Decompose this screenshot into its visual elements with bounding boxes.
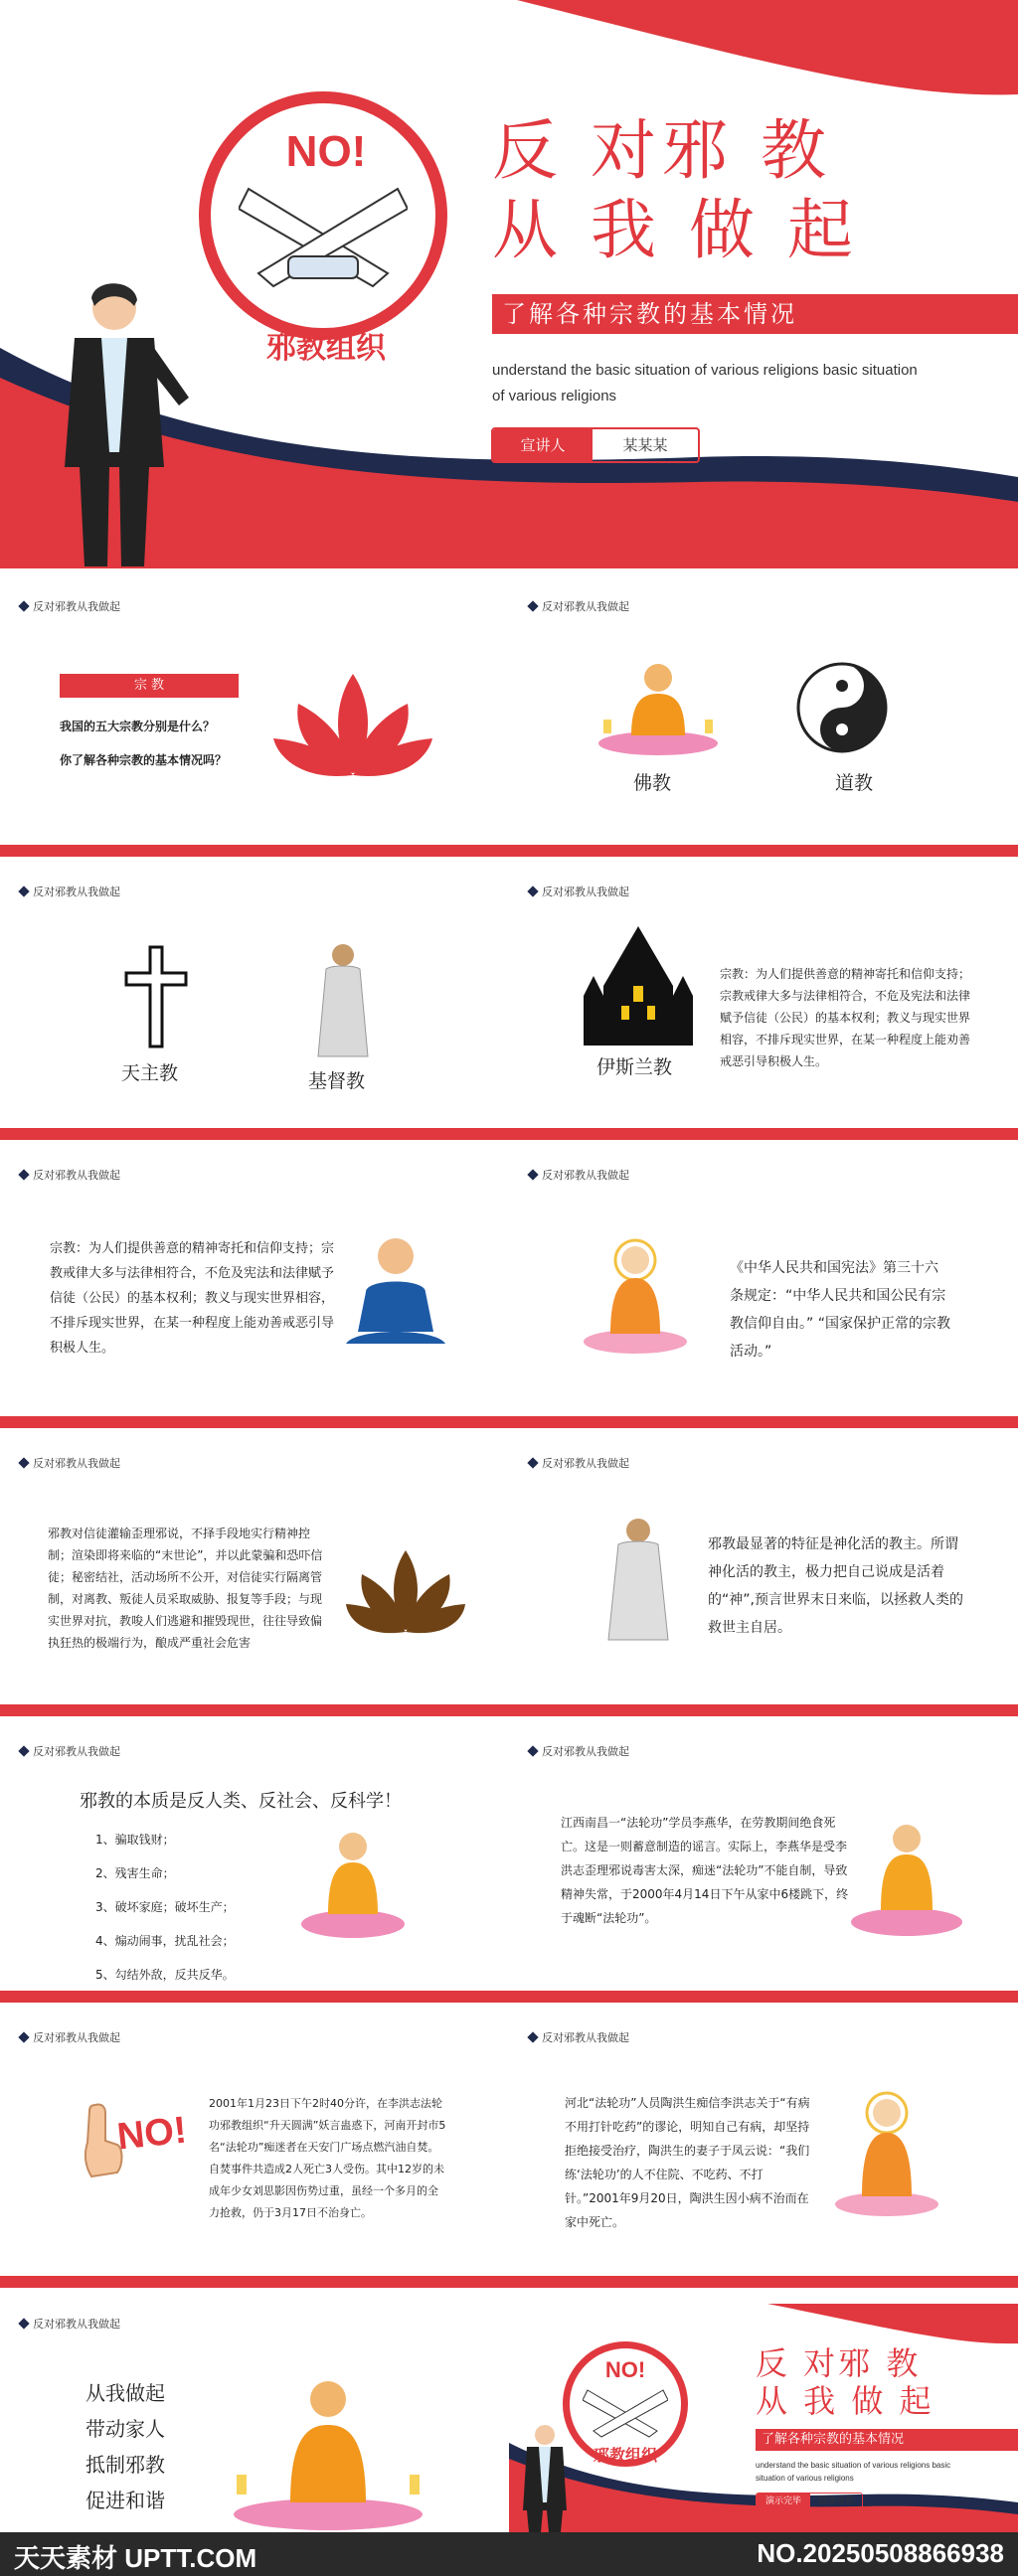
slide-tag: 反对邪教从我做起 [529,1167,629,1183]
diamond-icon [18,1457,29,1468]
closing-buttons [756,2493,863,2510]
yin-yang-icon [792,658,892,757]
diamond-icon [527,886,538,896]
closing-title-line1: 反 对邪 教 [756,2344,922,2382]
watermark-site: 天天素材 UPTT.COM [14,2543,257,2573]
no-badge-label: 邪教组织 [266,331,386,366]
divider-band [0,1416,1018,1428]
lotus-icon [273,664,432,793]
hero-english-subtitle: understand the basic situation of various religions basic situation of various religions [492,362,918,404]
slide-islam [509,872,1018,1125]
case-tao-hongsheng-text: 河北“法轮功”人员陶洪生痴信李洪志关于“有病不用打针吃药”的谬论，明知自己有病，却坚持拒绝接受治疗，陶洪生的妻子于凤云说：“我们练‘法轮功’的人不住院、不吃药、不打针。”2001年9月20日，陶洪生因小病不治而在家中死亡。 [565,2096,810,2229]
closing-title-line2: 从 我 做 起 [756,2382,934,2420]
list-item: 从我做起 [85,2381,165,2405]
divider-band [0,1128,1018,1140]
presenter-box [491,427,700,463]
diamond-icon [527,1457,538,1468]
finish-button[interactable]: 演示完毕 [757,2494,810,2509]
list-item: 促进和谐 [85,2489,165,2512]
religion-definition-text: 宗教：为人们提供善意的精神寄托和信仰支持；宗教戒律大多与法律相符合，不危及宪法和法律赋予信徒（公民）的基本权利；教义与现实世界相容，不排斥现实世界，在某一种程度上能劝善戒恶引导积极人生。 [50,1241,335,1356]
divider-band [0,2276,1018,2288]
diamond-icon [527,1745,538,1756]
no-badge-text: NO! [285,127,367,176]
slide-cult-essence [0,1731,509,1988]
closing-subtitle-bar: 了解各种宗教的基本情况 [756,2429,1018,2451]
slide-tag: 反对邪教从我做起 [529,1455,629,1471]
caption-islam: 伊斯兰教 [596,1056,673,1078]
crossed-arms-icon [239,179,408,288]
religion-definition-text: 宗教：为人们提供善意的精神寄托和信仰支持；宗教戒律大多与法律相符合，不危及宪法和法律赋予信徒（公民）的基本权利；教义与现实世界相容，不排斥现实世界，在某一种程度上能劝善戒恶引导积极人生。 [720,967,971,1068]
slide-tag: 反对邪教从我做起 [20,2316,120,2332]
presenter-name: 某某某 [622,436,668,454]
slide-call-to-action [0,2304,509,2532]
action-list [85,2375,165,2518]
divider-band [0,1704,1018,1716]
list-item: 5、勾结外敌，反共反华。 [95,1968,235,1982]
list-item: 4、煽动闹事，扰乱社会； [95,1934,235,1948]
slide-tag: 反对邪教从我做起 [529,2029,629,2045]
presenter-man-illustration [509,2421,579,2532]
presenter-label: 宣讲人 [493,429,593,461]
jesus-figure-icon [600,1515,676,1644]
lotus-brown-icon [346,1546,465,1642]
diamond-icon [18,1169,29,1180]
slide-religion-definition [0,1155,509,1413]
jesus-figure-icon [308,939,378,1060]
slide-tag: 反对邪教从我做起 [20,884,120,899]
diamond-icon [18,600,29,611]
diamond-icon [527,1169,538,1180]
buddha-lotus-icon [847,1811,966,1940]
slide-tag: 反对邪教从我做起 [20,2029,120,2045]
mosque-icon [574,926,703,1046]
question-2: 你了解各种宗教的基本情况吗？ [60,753,228,767]
guanyin-icon [581,1238,690,1354]
thanks-button[interactable]: 感谢观看 [817,2496,854,2506]
list-item: 带动家人 [85,2417,165,2441]
slide-tag: 反对邪教从我做起 [20,1743,120,1759]
hero-title-line1: 反 对邪 教 [492,112,832,189]
cross-icon [124,945,188,1048]
crossed-arms-icon [583,2385,668,2439]
caption-catholic: 天主教 [121,1062,179,1084]
diamond-icon [18,1745,29,1756]
self-immolation-text: 2001年1月23日下午2时40分许，在李洪志法轮功邪教组织“升天圆满”妖言蛊惑下，河南开封市5名“法轮功”痴迷者在天安门广场点燃汽油自焚。自焚事件共造成2人死亡3人受伤。其中12岁的未成年少女刘思影因伤势过重，虽经一个多月的全力抢救，仍于3月17日不治身亡。 [209,2097,446,2219]
diamond-icon [527,2031,538,2042]
case-li-yanhua-text: 江西南昌一“法轮功”学员李燕华，在劳教期间绝食死亡。这是一则蓄意制造的谣言。实际上，李燕华是受李洪志歪理邪说毒害太深，痴迷“法轮功”不能自制，导致精神失常，于2000年4月14日下午从家中6楼跳下，终于魂断“法轮功”。 [561,1816,849,1925]
golden-buddha-icon [229,2365,427,2532]
no-exclamation-text: NO! [114,2109,189,2159]
slide-cult-methods [0,1443,509,1701]
cult-essence-heading: 邪教的本质是反人类、反社会、反科学！ [80,1791,402,1812]
diamond-icon [18,2031,29,2042]
slide-religion-intro [0,586,509,840]
list-item: 抵制邪教 [85,2453,165,2477]
watermark-id: NO.20250508866938 [757,2538,1004,2568]
religion-header-bar: 宗 教 [60,674,239,698]
hero-slide [0,0,1018,568]
slide-tag: 反对邪教从我做起 [20,1167,120,1183]
diamond-icon [18,2318,29,2329]
hero-subtitle-bar: 了解各种宗教的基本情况 [492,294,1018,334]
slide-case-li-yanhua [509,1731,1018,1988]
presenter-man-illustration [40,278,189,566]
cult-methods-text: 邪教对信徒灌输歪理邪说，不择手段地实行精神控制；渲染即将来临的“末世论”，并以此蒙骗和恐吓信徒；秘密结社，活动场所不公开，对信徒实行隔离管制，对离教、叛徒人员采取威胁、报复等手段；与现实世界对抗，教唆人们逃避和摧毁现世，往往导致偏执狂热的极端行为，酿成严重社会危害 [48,1527,323,1650]
slide-buddhism-taoism [509,586,1018,840]
slide-tag: 反对邪教从我做起 [529,884,629,899]
caption-buddhism: 佛教 [633,772,672,794]
caption-christian: 基督教 [308,1070,366,1092]
slide-tag: 反对邪教从我做起 [529,1743,629,1759]
list-item: 1、骗取钱财； [95,1833,175,1847]
slide-tag: 反对邪教从我做起 [20,598,120,614]
divider-band [0,845,1018,857]
slide-self-immolation-case [0,2017,509,2274]
list-item: 3、破坏家庭；破坏生产； [95,1900,235,1914]
slide-tag: 反对邪教从我做起 [20,1455,120,1471]
slide-constitution [509,1155,1018,1413]
divider-band [0,1991,1018,2003]
constitution-quote: 《中华人民共和国宪法》第三十六条规定：“中华人民共和国公民有宗教信仰自由。” “国家保护正常的宗教活动。” [730,1260,950,1360]
buddha-lotus-icon [298,1821,408,1940]
slide-tag: 反对邪教从我做起 [529,598,629,614]
closing-english-subtitle: understand the basic situation of various religions basic situation of various religions [756,2461,951,2483]
slide-closing [509,2304,1018,2532]
diamond-icon [18,886,29,896]
diamond-icon [527,600,538,611]
caption-taoism: 道教 [835,772,874,794]
buddha-icon [594,656,723,755]
slide-case-tao-hongsheng [509,2017,1018,2274]
slide-cult-leader [509,1443,1018,1701]
question-1: 我国的五大宗教分别是什么？ [60,720,216,733]
guanyin-icon [832,2089,941,2218]
no-badge-label: 邪教组织 [593,2446,657,2465]
monk-meditating-icon [346,1232,445,1348]
cult-harms-list [95,1823,235,1988]
no-badge-text: NO! [604,2357,646,2382]
list-item: 2、残害生命； [95,1866,175,1880]
watermark-footer [0,2532,1018,2576]
cult-leader-text: 邪教最显著的特征是神化活的教主。所谓神化活的教主，极力把自己说成是活着的“神”,预言世界末日来临，以拯救人类的救世主自居。 [708,1536,963,1636]
hero-title-line2: 从 我 做 起 [492,192,859,268]
slide-catholic-christian [0,872,509,1125]
